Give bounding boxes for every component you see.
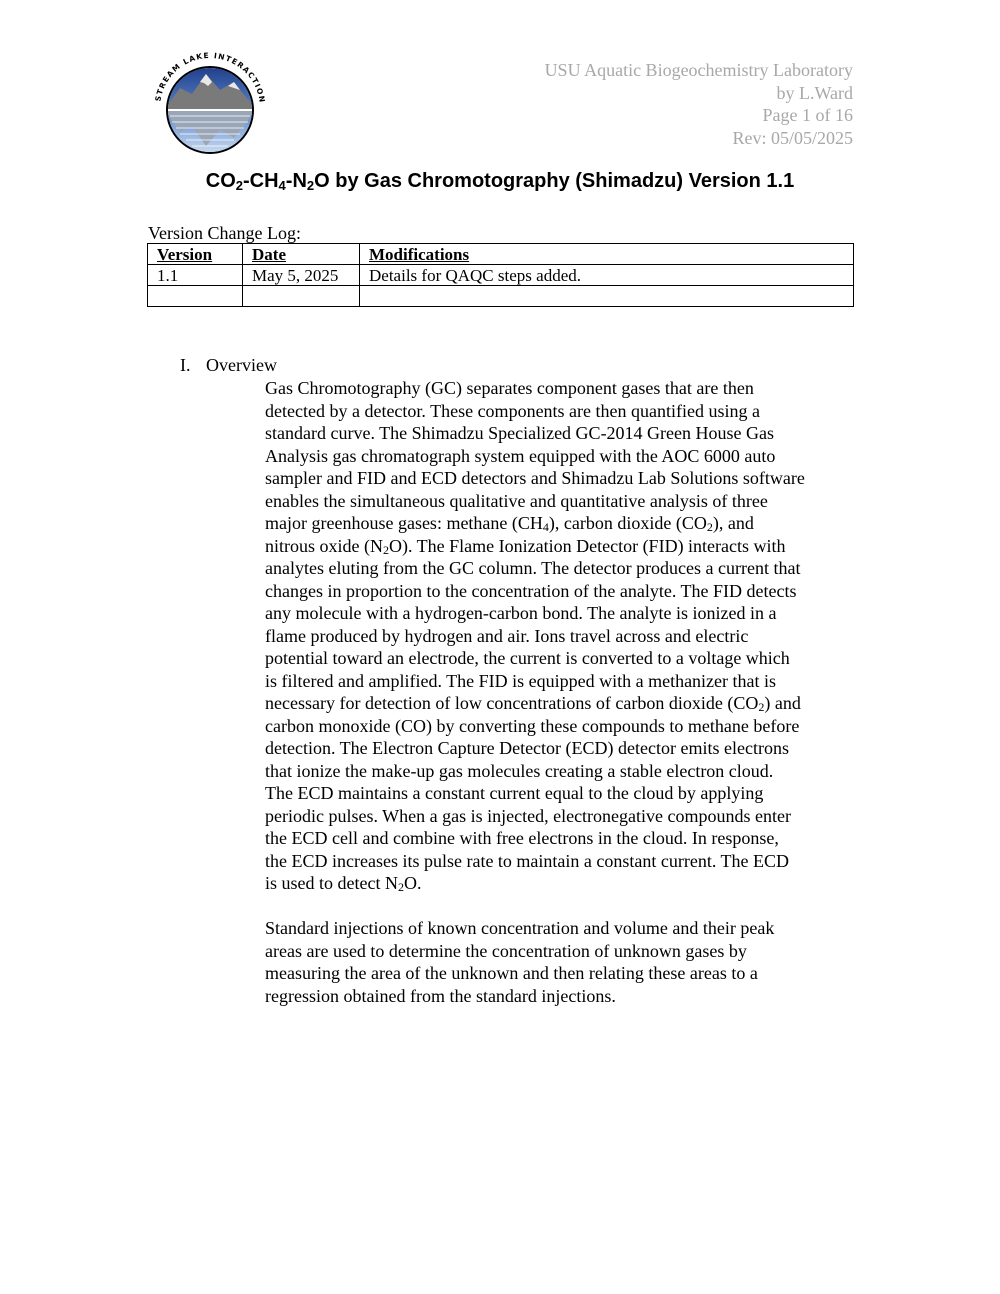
overview-line: necessary for detection of low concentrations of carbon dioxide (CO2) and [265, 693, 801, 714]
overview-line: the ECD cell and combine with free electrons in the cloud. In response, [265, 828, 779, 848]
overview-line: regression obtained from the standard injections. [265, 985, 616, 1006]
overview-body [265, 377, 865, 1007]
overview-line: detected by a detector. These components are then quantified using a [265, 400, 760, 421]
cell-modifications [360, 286, 854, 307]
overview-line: measuring the area of the unknown and then relating these areas to a [265, 963, 758, 983]
overview-line: sampler and FID and ECD detectors and Shimadzu Lab Solutions software [265, 468, 805, 488]
overview-line: changes in proportion to the concentration of the analyte. The FID detects [265, 580, 797, 601]
cell-date: May 5, 2025 [243, 265, 360, 286]
overview-line: is used to detect N2O. [265, 873, 422, 894]
overview-line: that ionize the make-up gas molecules creating a stable electron cloud. [265, 760, 774, 781]
table-header-row [148, 244, 854, 265]
overview-line: The ECD maintains a constant current equal to the cloud by applying [265, 783, 764, 803]
lab-name: USU Aquatic Biogeochemistry Laboratory [544, 60, 853, 80]
document-header [545, 59, 853, 149]
svg-text:STREAM LAKE INTERACTION: STREAM LAKE INTERACTION [153, 52, 267, 104]
overview-line: the ECD increases its pulse rate to maintain a constant current. The ECD [265, 850, 790, 871]
overview-line: Gas Chromotography (GC) separates component gases that are then [265, 378, 754, 398]
overview-line: analytes eluting from the GC column. The detector produces a current that [265, 558, 801, 578]
document-title: $CO_2-CH_4-N_2O$ by Gas Chromotography (Shimadzu) Version 1.1 [205, 170, 795, 193]
page-number: Page 1 of 16 [762, 105, 853, 125]
overview-line: enables the simultaneous qualitative and quantitative analysis of three [265, 490, 768, 511]
overview-line: areas are used to determine the concentration of unknown gases by [265, 940, 747, 961]
author: by L.Ward [776, 82, 853, 103]
overview-line: nitrous oxide (N2O). The Flame Ionization Detector (FID) interacts with [265, 535, 786, 557]
overview-line: any molecule with a hydrogen-carbon bond. The analyte is ionized in a [265, 603, 777, 623]
revision-date: Rev: 05/05/2025 [732, 127, 853, 148]
header-modifications: Modifications [360, 244, 854, 265]
overview-line: potential toward an electrode, the current is converted to a voltage which [265, 648, 790, 668]
change-log-table [147, 243, 854, 307]
overview-line: Standard injections of known concentration and volume and their peak [265, 918, 775, 938]
cell-version: 1.1 [148, 265, 243, 286]
overview-line: standard curve. The Shimadzu Specialized GC-2014 Green House Gas [265, 423, 775, 443]
cell-modifications: Details for QAQC steps added. [360, 265, 854, 286]
header-version: Version [148, 244, 243, 265]
overview-line: Analysis gas chromatograph system equipped with the AOC 6000 auto [265, 445, 776, 466]
overview-line: detection. The Electron Capture Detector (ECD) detector emits electrons [265, 738, 789, 758]
overview-line: periodic pulses. When a gas is injected, electronegative compounds enter [265, 805, 791, 826]
overview-line: major greenhouse gases: methane (CH4), carbon dioxide (CO2), and [265, 513, 754, 534]
change-log-label: Version Change Log: [148, 223, 301, 243]
table-row [148, 286, 854, 307]
section-title: Overview [206, 355, 277, 375]
stream-lake-interaction-logo [150, 52, 272, 166]
table-row [148, 265, 854, 286]
overview-line: flame produced by hydrogen and air. Ions travel across and electric [265, 625, 749, 646]
overview-line: carbon monoxide (CO) by converting these compounds to methane before [265, 715, 800, 736]
header-date: Date [243, 244, 360, 265]
cell-version [148, 286, 243, 307]
section-number: I. [180, 355, 191, 375]
overview-line: is filtered and amplified. The FID is equipped with a methanizer that is [265, 670, 777, 691]
cell-date [243, 286, 360, 307]
